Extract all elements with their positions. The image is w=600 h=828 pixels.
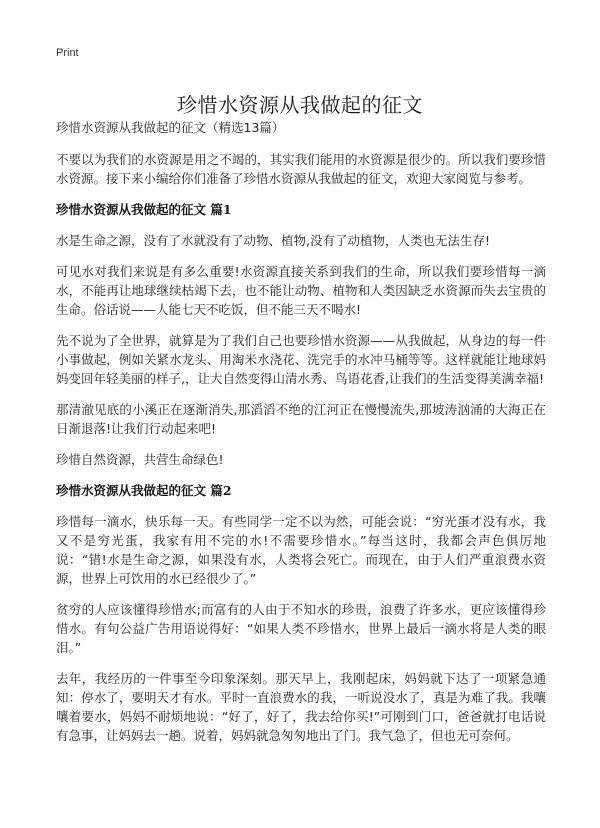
print-label: Print [56, 47, 79, 59]
section-2-paragraph-3: 去年，我经历的一件事至今印象深刻。那天早上，我刚起床，妈妈就下达了一项紧急通知：停水了，要明天才有水。平时一直浪费水的我，一听说没水了，真是为难了我。我嚷嚷着要水，妈妈不耐烦地说：“好了，好了，我去给你买!”可刚到门口，爸爸就打电话说有急事，让妈妈去一趟。说着，妈妈就急匆匆地出了门。我气急了，但也无可奈何。 [56, 671, 546, 743]
section-1-paragraph-3: 先不说为了全世界，就算是为了我们自己也要珍惜水资源——从我做起，从身边的每一件小事做起，例如关紧水龙头、用淘米水浇花、洗完手的水冲马桶等等。这样就能让地球妈妈变回年轻美丽的样子,，让大自然变得山清水秀、鸟语花香,让我们的生活变得美满幸福! [56, 333, 546, 386]
section-2-paragraph-1: 珍惜每一滴水，快乐每一天。有些同学一定不以为然，可能会说：“穷光蛋才没有水，我又不是穷光蛋，我家有用不完的水!不需要珍惜水。”每当这时，我都会声色俱厉地说：“错!水是生命之源，如果没有水，人类将会死亡。而现在，由于人们严重浪费水资源，世界上可饮用的水已经很少了。” [56, 514, 546, 586]
section-1-paragraph-4: 那清澈见底的小溪正在逐渐消失,那滔滔不绝的江河正在慢慢流失,那坡涛汹涌的大海正在日渐退落!让我们行动起来吧! [56, 402, 546, 436]
section-1-paragraph-2: 可见水对我们来说是有多么重要!水资源直接关系到我们的生命，所以我们要珍惜每一滴水，不能再让地球继续枯竭下去，也不能让动物、植物和人类因缺乏水资源而失去宝贵的生命。俗话说——人能七天不吃饭，但不能三天不喝水! [56, 264, 546, 317]
section-heading-1: 珍惜水资源从我做起的征文 篇1 [56, 202, 232, 217]
intro-paragraph: 不要以为我们的水资源是用之不竭的，其实我们能用的水资源是很少的。所以我们要珍惜水资源。接下来小编给你们准备了珍惜水资源从我做起的征文，欢迎大家阅览与参考。 [56, 152, 546, 186]
document-body [56, 118, 546, 757]
section-1-paragraph-1: 水是生命之源，没有了水就没有了动物、植物,没有了动植物，人类也无法生存! [56, 233, 490, 248]
section-heading-2: 珍惜水资源从我做起的征文 篇2 [56, 483, 232, 498]
section-1-paragraph-5: 珍惜自然资源，共营生命绿色! [56, 452, 224, 467]
section-2-paragraph-2: 贫穷的人应该懂得珍惜水;而富有的人由于不知水的珍贵，浪费了许多水，更应该懂得珍惜水。有句公益广告用语说得好：“如果人类不珍惜水，世界上最后一滴水将是人类的眼泪。” [56, 602, 546, 655]
page-title: 珍惜水资源从我做起的征文 [177, 93, 423, 118]
document-subtitle: 珍惜水资源从我做起的征文（精选13篇） [56, 120, 285, 135]
